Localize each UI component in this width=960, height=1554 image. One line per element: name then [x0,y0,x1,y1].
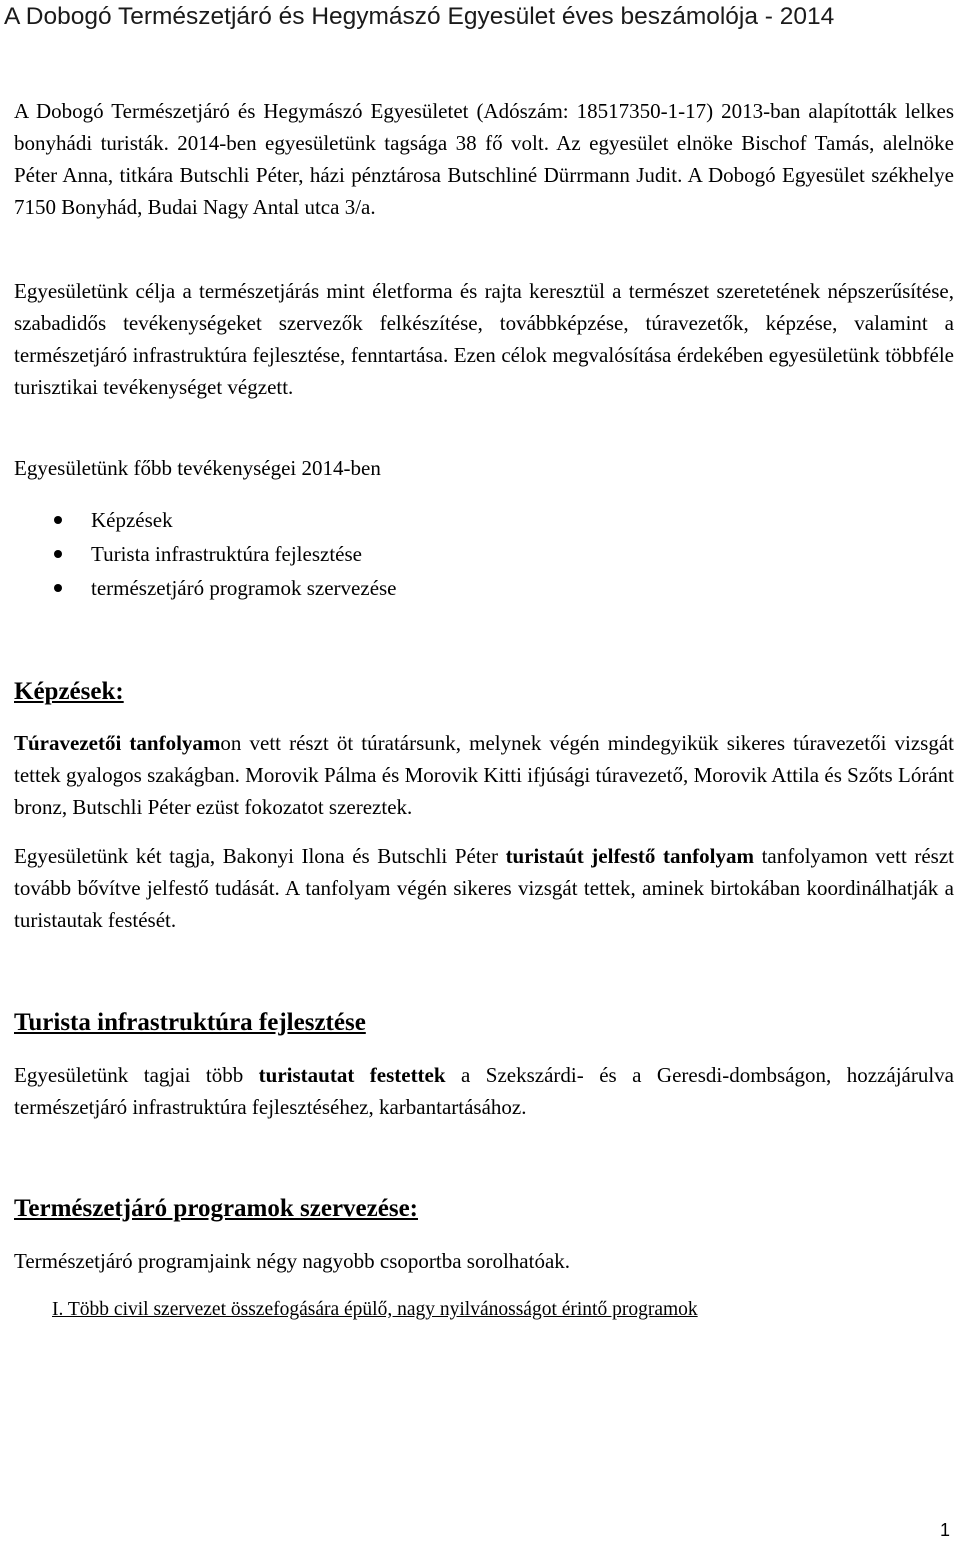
bold-term: Túravezetői tanfolyam [14,731,221,755]
activities-intro: Egyesületünk főbb tevékenységei 2014-ben [14,456,381,480]
bold-term: turistautat festettek [258,1063,446,1087]
paragraph-text: Egyesületünk tagjai több [14,1063,259,1087]
document-title: A Dobogó Természetjáró és Hegymászó Egyesület éves beszámolója - 2014 [4,3,835,30]
trainings-paragraph-guides [14,727,954,823]
section-heading-infrastructure: Turista infrastruktúra fejlesztése [14,1009,366,1036]
page-number: 1 [939,1520,950,1540]
list-item-label: Képzések [91,508,173,532]
list-item [14,537,397,571]
list-item [14,503,397,537]
list-item [14,571,397,605]
activities-list [14,503,397,605]
programs-paragraph: Természetjáró programjaink négy nagyobb csoportba sorolhatóak. [14,1249,571,1273]
paragraph-text: tanfolyamon vett részt tovább bővítve jelfestő tudását. A tanfolyam végén sikeres vizsgát tettek, aminek birtokában koordinálhatják a turistautak festését. [14,844,954,932]
infrastructure-paragraph [14,1059,954,1123]
paragraph-text: on vett részt öt túratársunk, melynek végén mindegyikük sikeres túravezetői vizsgát tettek gyalogos szakágban. Morovik Pálma és Morovik Kitti ifjúsági túravezető, Morovik Attila és Szőts Lóránt bronz, Butschli Péter ezüst fokozatot szereztek. [14,731,954,819]
bullet-icon [54,550,62,558]
intro-paragraph-goals: Egyesületünk célja a természetjárás mint életforma és rajta keresztül a természet szeretetének népszerűsítése, szabadidős tevékenységeket szervezők felkészítése, továbbképzése, túravezetők, képzése, valamint a természetjáró infrastruktúra fejlesztése, fenntartása. Ezen célok megvalósítása érdekében egyesületünk többféle turisztikai tevékenységet végzett. [14,279,954,399]
section-heading-programs: Természetjáró programok szervezése: [14,1195,418,1222]
programs-subheading: I. Több civil szervezet összefogására épülő, nagy nyilvánosságot érintő programok [52,1299,698,1320]
section-heading-trainings: Képzések: [14,678,124,705]
list-item-label: természetjáró programok szervezése [91,576,397,600]
paragraph-text: Egyesületünk két tagja, Bakonyi Ilona és Butschli Péter [14,844,506,868]
bold-term: turistaút jelfestő tanfolyam [505,844,754,868]
list-item-label: Turista infrastruktúra fejlesztése [91,542,362,566]
bullet-icon [54,584,62,592]
paragraph-text: a Szekszárdi- és a Geresdi-dombságon, hozzájárulva természetjáró infrastruktúra fejlesztéséhez, karbantartásához. [14,1063,955,1119]
bullet-icon [54,516,62,524]
trainings-paragraph-marking [14,840,954,936]
intro-paragraph-association: A Dobogó Természetjáró és Hegymászó Egyesületet (Adószám: 18517350-1-17) 2013-ban alapították lelkes bonyhádi turisták. 2014-ben egyesületünk tagsága 38 fő volt. Az egyesület elnöke Bischof Tamás, alelnöke Péter Anna, titkára Butschli Péter, házi pénztárosa Butschliné Dürrmann Judit. A Dobogó Egyesület székhelye 7150 Bonyhád, Budai Nagy Antal utca 3/a. [14,99,954,219]
